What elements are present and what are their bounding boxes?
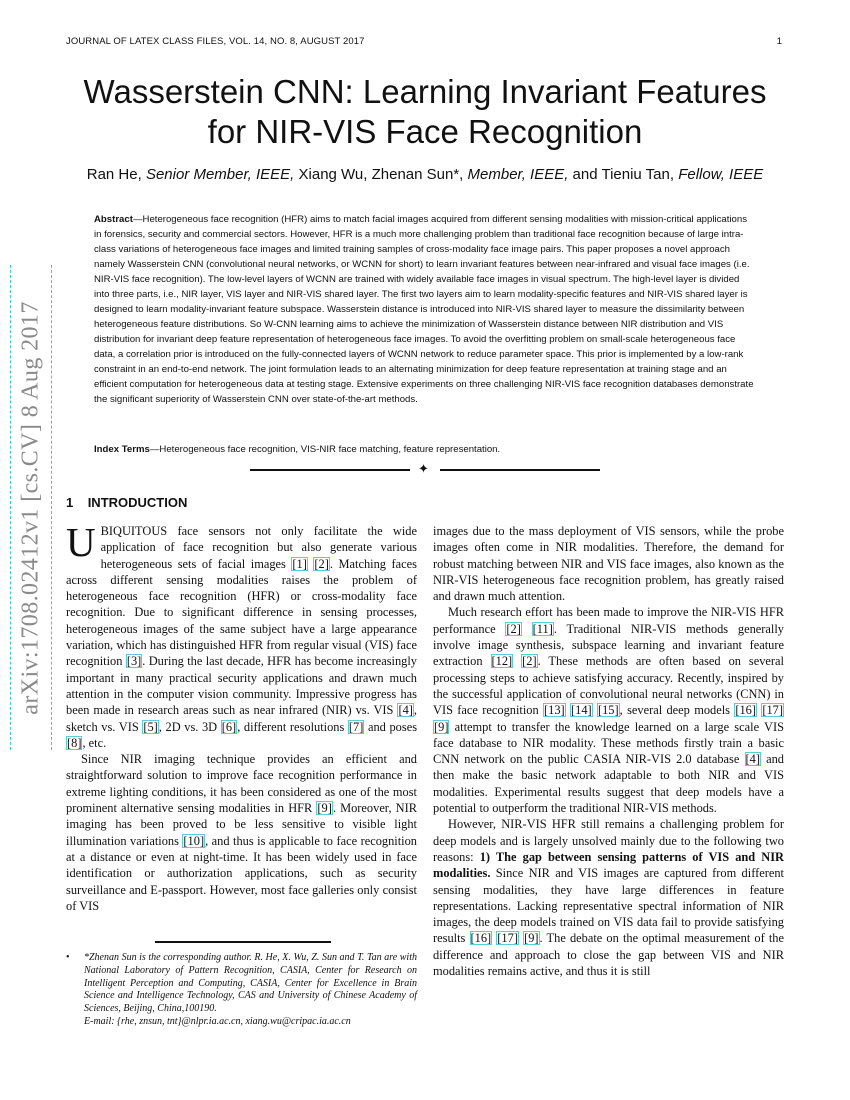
drop-cap: U xyxy=(66,519,96,565)
citation-link[interactable]: [9] xyxy=(434,719,449,734)
citation-link[interactable]: [14] xyxy=(571,703,592,718)
footnote-affiliation: *Zhenan Sun is the corresponding author. R. He, X. Wu, Z. Sun and T. Tan are with National Laboratory of Pattern Recognition, CASIA, Center for Research on Intelligent Perception and Computing, CASIA, Center for Excellence in Brain Science and Intelligence Technology, CAS and University of Chinese Academy of Sciences, Beijing, China,100190. xyxy=(84,952,417,1015)
footnote-email[interactable]: E-mail: {rhe, znsun, tnt}@nlpr.ia.ac.cn, xiang.wu@cripac.ia.ac.cn xyxy=(84,1015,351,1027)
citation-link[interactable]: [8] xyxy=(67,735,82,750)
citation-link[interactable]: [6] xyxy=(221,719,237,734)
citation-link[interactable]: [3] xyxy=(126,654,142,669)
citation-link[interactable]: [7] xyxy=(348,719,364,734)
citation-link[interactable]: [2] xyxy=(522,654,537,669)
citation-link[interactable]: [4] xyxy=(398,703,413,718)
divider-line-left xyxy=(250,469,410,471)
lead-word: BIQUITOUS xyxy=(100,524,168,538)
emphasis-reason-1: 1) The gap between sensing patterns of VIS and NIR modalities. xyxy=(433,849,784,881)
footnote xyxy=(66,952,417,1029)
paragraph: images due to the mass deployment of VIS sensors, while the probe images often come in NIR modalities. Therefore, the demand for robust matching between NIR and VIS face images, also known as the NIR-VIS heterogeneous face recognition problem, has greatly raised and drawn much attention. xyxy=(433,524,784,604)
author-wu-sun: Xiang Wu, Zhenan Sun*, xyxy=(294,166,468,183)
footnote-rule xyxy=(155,941,331,943)
arxiv-stamp[interactable] xyxy=(10,265,52,750)
divider-diamond-icon: ✦ xyxy=(418,461,429,476)
page-number: 1 xyxy=(776,36,782,47)
section-heading xyxy=(66,495,187,510)
citation-link[interactable]: [17] xyxy=(762,703,783,718)
citation-link[interactable]: [9] xyxy=(317,801,332,816)
section-divider xyxy=(250,460,600,480)
author-tan: and Tieniu Tan, xyxy=(568,166,679,183)
section-number: 1 xyxy=(66,495,74,510)
index-terms xyxy=(94,442,756,457)
author-role: Fellow, IEEE xyxy=(678,166,764,183)
paragraph: Since NIR imaging technique provides an efficient and straightforward solution to improve face recognition performance in extreme lighting conditions, it has been considered as one of the most prominent alternative sensing modalities in HFR [9]. Moreover, NIR imaging has been proved to be less sensitive to visible light illumination variations [10], and thus is applicable to face recognition at a distance or even at night-time. It has been widely used in face identification or authorization applications, such as security surveillance and E-passport. However, most face galleries only consist of VIS xyxy=(66,752,417,913)
footnote-text xyxy=(84,952,417,1029)
citation-link[interactable]: [11] xyxy=(532,621,553,636)
arxiv-identifier[interactable]: arXiv:1708.02412v1 [cs.CV] 8 Aug 2017 xyxy=(17,300,44,715)
author-role: Senior Member, IEEE, xyxy=(145,166,295,183)
divider-line-right xyxy=(440,469,600,471)
abstract-label: Abstract xyxy=(94,214,133,225)
citation-link[interactable]: [10] xyxy=(183,833,205,848)
citation-link[interactable]: [5] xyxy=(143,719,158,734)
index-terms-text: —Heterogeneous face recognition, VIS-NIR face matching, feature representation. xyxy=(149,444,501,455)
author-ran-he: Ran He, xyxy=(86,166,146,183)
citation-link[interactable]: [9] xyxy=(524,931,539,946)
author-role: Member, IEEE, xyxy=(467,166,569,183)
citation-link[interactable]: [12] xyxy=(491,654,513,669)
citation-link[interactable]: [16] xyxy=(735,703,756,718)
author-list xyxy=(60,166,790,183)
paragraph: Much research effort has been made to improve the NIR-VIS HFR performance [2] [11]. Traditional NIR-VIS methods generally involve image synthesis, subspace learning and invariant feature extraction [12] [2]. These methods are often based on several processing steps to achieve satisfying accuracy. Recently, inspired by the successful application of convolutional neural networks (CNN) in VIS face recognition [13] [14] [15], several deep models [16] [17] [9] attempt to transfer the knowledge learned on a large scale VIS face database to NIR modality. These methods firstly train a basic CNN network on the public CASIA NIR-VIS 2.0 database [4] and then make the basic network adaptable to both NIR and VIS modalities. Experimental results suggest that deep models have a potential to outperform the traditional NIR-VIS methods. xyxy=(433,605,784,816)
citation-link[interactable]: [13] xyxy=(544,703,565,718)
index-terms-label: Index Terms xyxy=(94,444,150,455)
body-column-right xyxy=(433,523,784,979)
paragraph: However, NIR-VIS HFR still remains a challenging problem for deep models and is largely unsolved mainly due to the following two reasons: 1) The gap between sensing patterns of VIS and NIR modalities. Since NIR and VIS images are captured from different sensing modalities, they have large differences in feature representations. Lacking representative spectral information of NIR images, the deep models trained on VIS data fail to provide satisfying results [16] [17] [9]. The debate on the optimal measurement of the difference and approach to close the gap between VIS and NIR modalities remains active, and thus it is still xyxy=(433,817,784,979)
citation-link[interactable]: [2] xyxy=(506,621,521,636)
citation-link[interactable]: [1] xyxy=(292,556,307,571)
paper-title: Wasserstein CNN: Learning Invariant Features for NIR-VIS Face Recognition xyxy=(83,73,767,150)
paragraph: UBIQUITOUS face sensors not only facilitate the wide application of face recognition but also generate various heterogeneous sets of facial images [1] [2]. Matching faces across different sensing modalities raises the problem of heterogeneous face recognition (HFR) or cross-modality face recognition. Due to significant difference in sensing processes, heterogeneous images of the same subject have a large appearance variation, which has distinguished HFR from regular visual (VIS) face recognition [3]. During the last decade, HFR has become increasingly important in many practical security applications and drawn much attention in the computer vision community. Impressive progress has been made in research areas such as near infrared (NIR) vs. VIS [4], sketch vs. VIS [5], 2D vs. 3D [6], different resolutions [7] and poses [8], etc. xyxy=(66,519,418,750)
abstract-text: —Heterogeneous face recognition (HFR) aims to match facial images acquired from different sensing modalities with mission-critical applications in forensics, security and commercial sectors. However, HFR is a much more challenging problem than traditional face recognition because of large intra-class variations of heterogeneous face images and limited training samples of cross-modality face image pairs. This paper proposes a novel approach namely Wasserstein CNN (convolutional neural networks, or WCNN for short) to learn invariant features between near-infrared and visual face images (i.e. NIR-VIS face recognition). The low-level layers of WCNN are trained with widely available face images in visual spectrum. The high-level layer is divided into three parts, i.e., NIR layer, VIS layer and NIR-VIS shared layer. The first two layers aim to learn modality-specific features and NIR-VIS shared layer is designed to learn modality-invariant feature subspace. Wasserstein distance is introduced into NIR-VIS shared layer to measure the dissimilarity between heterogeneous feature distributions. So W-CNN learning aims to achieve the minimization of Wasserstein distance between NIR distribution and VIS distribution for invariant deep feature representation of heterogeneous face images. To avoid the overfitting problem on small-scale heterogeneous face data, a correlation prior is introduced on the fully-connected layers of WCNN network to reduce parameter space. This prior is implemented by a low-rank constraint in an end-to-end network. The joint formulation leads to an alternating minimization for deep feature representation at training stage and an efficient computation for heterogeneous data at testing stage. Extensive experiments on three challenging NIR-VIS face recognition databases demonstrate the significant superiority of Wasserstein CNN over state-of-the-art methods. xyxy=(94,214,754,405)
citation-link[interactable]: [17] xyxy=(497,931,518,946)
section-title: INTRODUCTION xyxy=(87,495,188,510)
abstract xyxy=(94,212,756,407)
running-head: JOURNAL OF LATEX CLASS FILES, VOL. 14, NO. 8, AUGUST 2017 xyxy=(66,36,365,47)
body-column-left xyxy=(66,519,418,914)
citation-link[interactable]: [15] xyxy=(597,703,619,718)
citation-link[interactable]: [4] xyxy=(745,752,760,767)
citation-link[interactable]: [2] xyxy=(314,556,329,571)
footnote-bullet: • xyxy=(66,952,70,963)
citation-link[interactable]: [16] xyxy=(470,931,492,946)
